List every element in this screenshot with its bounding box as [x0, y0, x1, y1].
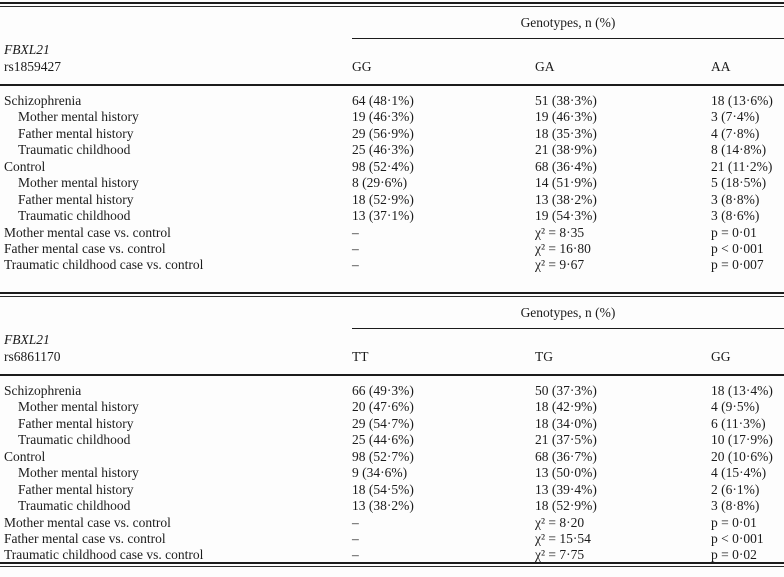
table-row [0, 465, 784, 481]
genotype-cell: 13 (38·2%) [352, 498, 414, 514]
genotype-cell: 13 (37·1%) [352, 208, 414, 224]
table-row [0, 383, 784, 399]
table-rule-separator [0, 292, 784, 297]
row-label: Schizophrenia [4, 383, 82, 398]
genotype-cell: 3 (8·8%) [711, 191, 760, 207]
row-label: Traumatic childhood [18, 142, 131, 158]
genotype-cell: 3 (8·8%) [711, 498, 760, 514]
table-row [0, 192, 784, 208]
dash-cell: – [352, 530, 359, 546]
genotype-cell: 18 (34·0%) [535, 415, 597, 431]
genotype-cell: 64 (48·1%) [352, 93, 414, 108]
genotype-cell: 18 (54·5%) [352, 481, 414, 497]
table-body [0, 383, 784, 564]
chi-square-cell: χ² = 16·80 [535, 240, 591, 256]
genotype-column-header: GG [352, 58, 372, 74]
genotype-cell: 25 (46·3%) [352, 142, 414, 158]
dash-cell: – [352, 514, 359, 530]
table-rule-bottom [0, 562, 784, 567]
p-value-cell: p < 0·001 [711, 240, 764, 256]
row-label: Schizophrenia [4, 93, 82, 108]
table-row [0, 449, 784, 465]
genotype-cell: 51 (38·3%) [535, 93, 597, 108]
genotype-cell: 18 (13·6%) [711, 93, 773, 108]
table-row [0, 432, 784, 448]
header-rule [0, 374, 784, 376]
header-row [0, 41, 784, 75]
genotype-column-header: TG [535, 348, 553, 364]
dash-cell: – [352, 547, 359, 563]
table-row [0, 142, 784, 158]
row-label: Traumatic childhood case vs. control [4, 547, 204, 563]
genotype-cell: 8 (14·8%) [711, 142, 767, 158]
row-label: Father mental history [18, 481, 134, 497]
table-rule-top [0, 2, 784, 7]
row-label: Mother mental history [18, 465, 139, 481]
row-label: Mother mental history [18, 175, 139, 191]
snp-id: rs6861170 [4, 348, 61, 364]
genotype-cell: 98 (52·7%) [352, 448, 414, 464]
row-label: Traumatic childhood [18, 498, 131, 514]
row-label: Traumatic childhood [18, 432, 131, 448]
chi-square-cell: χ² = 8·35 [535, 224, 585, 240]
genotype-column-header: TT [352, 348, 369, 364]
genotype-cell: 3 (7·4%) [711, 109, 760, 125]
genotype-cell: 29 (54·7%) [352, 415, 414, 431]
table-row [0, 241, 784, 257]
snp-id: rs1859427 [4, 58, 61, 74]
genotype-cell: 8 (29·6%) [352, 175, 408, 191]
row-label: Mother mental history [18, 109, 139, 125]
chi-square-cell: χ² = 8·20 [535, 514, 585, 530]
gene-header-cell [0, 332, 352, 365]
table-row [0, 175, 784, 191]
table-row [0, 498, 784, 514]
row-label: Control [4, 448, 46, 464]
p-value-cell: p < 0·001 [711, 530, 764, 546]
p-value-cell: p = 0·01 [711, 224, 757, 240]
table-row [0, 482, 784, 498]
genotype-cell: 18 (52·9%) [535, 498, 597, 514]
dash-cell: – [352, 240, 359, 256]
genotype-cell: 20 (47·6%) [352, 399, 414, 415]
dash-cell: – [352, 224, 359, 240]
genotype-cell: 21 (37·5%) [535, 432, 597, 448]
row-label: Mother mental case vs. control [4, 224, 171, 240]
table-row [0, 225, 784, 241]
table-row [0, 208, 784, 224]
genotype-cell: 14 (51·9%) [535, 175, 597, 191]
genotype-column-header: GA [535, 58, 555, 74]
genotype-cell: 13 (50·0%) [535, 465, 597, 481]
table-row [0, 399, 784, 415]
genotype-cell: 19 (46·3%) [352, 109, 414, 125]
genotype-cell: 68 (36·4%) [535, 158, 597, 174]
genotype-cell: 68 (36·7%) [535, 448, 597, 464]
chi-square-cell: χ² = 9·67 [535, 257, 585, 273]
genotype-cell: 18 (52·9%) [352, 191, 414, 207]
p-value-cell: p = 0·01 [711, 514, 757, 530]
header-row [0, 331, 784, 365]
snp-section-rs6861170 [0, 290, 784, 577]
genotype-cell: 13 (38·2%) [535, 191, 597, 207]
row-label: Control [4, 158, 46, 174]
row-label: Father mental history [18, 191, 134, 207]
genotype-cell: 5 (18·5%) [711, 175, 767, 191]
genotype-column-header: AA [711, 58, 731, 74]
row-label: Father mental history [18, 415, 134, 431]
dash-cell: – [352, 257, 359, 273]
table-row [0, 531, 784, 547]
genotype-cell: 13 (39·4%) [535, 481, 597, 497]
row-label: Father mental case vs. control [4, 240, 166, 256]
genotype-cell: 18 (13·4%) [711, 383, 773, 398]
genotype-cell: 18 (35·3%) [535, 125, 597, 141]
table-row [0, 257, 784, 273]
gene-name: FBXL21 [4, 42, 50, 58]
genotype-cell: 10 (17·9%) [711, 432, 773, 448]
genotype-cell: 50 (37·3%) [535, 383, 597, 398]
table-row [0, 416, 784, 432]
genotype-cell: 3 (8·6%) [711, 208, 760, 224]
table-row [0, 515, 784, 531]
row-label: Traumatic childhood [18, 208, 131, 224]
genotype-cell: 29 (56·9%) [352, 125, 414, 141]
table-row [0, 109, 784, 125]
header-rule [0, 84, 784, 86]
genotypes-spanner-heading: Genotypes, n (%) [520, 305, 616, 320]
genotype-cell: 2 (6·1%) [711, 481, 760, 497]
chi-square-cell: χ² = 15·54 [535, 530, 591, 546]
row-label: Traumatic childhood case vs. control [4, 257, 204, 273]
genotype-cell: 25 (44·6%) [352, 432, 414, 448]
genotypes-spanner-heading: Genotypes, n (%) [520, 15, 616, 30]
genotype-cell: 18 (42·9%) [535, 399, 597, 415]
table-row [0, 126, 784, 142]
row-label: Mother mental history [18, 399, 139, 415]
genotype-cell: 21 (11·2%) [711, 158, 773, 174]
table-row [0, 159, 784, 175]
chi-square-cell: χ² = 7·75 [535, 547, 585, 563]
genotype-cell: 6 (11·3%) [711, 415, 766, 431]
row-label: Mother mental case vs. control [4, 514, 171, 530]
spanner-rule [352, 328, 784, 329]
genotype-cell: 19 (46·3%) [535, 109, 597, 125]
p-value-cell: p = 0·02 [711, 547, 757, 563]
gene-header-cell [0, 42, 352, 75]
genotype-cell: 4 (15·4%) [711, 465, 767, 481]
table-row [0, 93, 784, 109]
table-body [0, 93, 784, 274]
genotype-cell: 20 (10·6%) [711, 448, 773, 464]
gene-name: FBXL21 [4, 332, 50, 348]
genotype-cell: 66 (49·3%) [352, 383, 414, 398]
spanner-rule [352, 38, 784, 39]
p-value-cell: p = 0·007 [711, 257, 764, 273]
genotype-cell: 4 (7·8%) [711, 125, 760, 141]
row-label: Father mental history [18, 125, 134, 141]
genotype-cell: 4 (9·5%) [711, 399, 760, 415]
genotype-cell: 98 (52·4%) [352, 158, 414, 174]
row-label: Father mental case vs. control [4, 530, 166, 546]
genotype-cell: 9 (34·6%) [352, 465, 408, 481]
genotype-cell: 21 (38·9%) [535, 142, 597, 158]
genotype-column-header: GG [711, 348, 731, 364]
genotype-cell: 19 (54·3%) [535, 208, 597, 224]
